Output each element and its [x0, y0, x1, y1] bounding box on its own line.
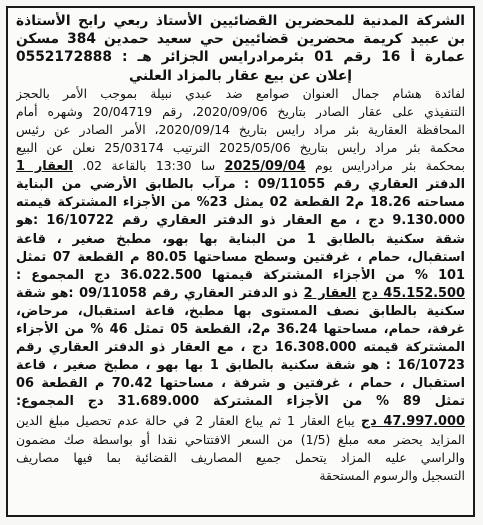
sale-date: 2025/09/04	[224, 159, 306, 175]
body-line-10: استقبال، حمام ، غرفتين وسطح مساحتها 80.05 م القطعة 07 تمثل	[16, 249, 465, 265]
body-line-02: التنفيذي على عقار الصادر بتاريخ 2020/09/06، رقم 20/04719 وشهره أمام	[16, 103, 465, 119]
header-line-3: عمارة أ 16 رقم 01 بئرمرادرايس الجزائر هـ : 0552172888	[16, 49, 465, 66]
body-line-11: 101 % من الأجزاء المشتركة قيمتها 36.022.500 دج المجموع :	[16, 267, 465, 283]
body-line-18: تمثل 89 % من الأجزاء المشتركة 31.689.000 دج المجموع:	[16, 394, 465, 410]
body-line-01: لفائدة هشام جمال العنوان صوامع ضد عبدي نبيلة بموجب الأمر بالحجز	[16, 85, 465, 101]
body-line-05	[16, 157, 465, 176]
property-2-label: العقار 2	[303, 285, 357, 301]
body-line-15: المشتركة قيمته 16.308.000 دج ، مع العقار ذو الدفتر العقاري رقم	[16, 340, 465, 356]
body-line-13: سكنية بالطابق نصف المستوى بها مطبخ، قاعة استقبال، مرحاض،	[16, 303, 465, 319]
body-line-22: التسجيل والرسوم المستحقة	[319, 467, 465, 483]
body-line-09: شقة سكنية بالطابق 1 من البناية بها بهو، مطبخ صغير ، قاعة	[16, 231, 465, 247]
body-line-03: المحافظة العقارية بئر مراد رايس بتاريخ 2020/09/14، الأمر الصادر عن رئيس	[16, 122, 465, 137]
body-line-04: محكمة بئر مراد رايس بتاريخ 2025/05/06 الترتيب 25/03174 نعلن عن البيع	[16, 140, 465, 156]
sale-location: بمحكمة بئر مرادرايس يوم	[314, 158, 465, 174]
notice-title: إعلان عن بيع عقار بالمزاد العلني	[128, 67, 353, 84]
body-line-07: مساحته 18.26 م2 القطعة 02 يمثل 23% من الأجزاء المشتركة قيمته	[16, 195, 465, 211]
body-line-06: الدفتر العقاري رقم 09/11055 : مرآب بالطابق الأرضي من البناية	[16, 177, 465, 193]
body-line-20: المزايد يحضر معه مبلغ (1/5) من السعر الافتتاحي نقدا أو بواسطة صك مضمون	[16, 431, 465, 447]
header-line-2: بن عبيد كريمة محضرين قضائيين حي سعيد حمدين 384 مسكن	[16, 31, 465, 48]
body-line-12	[16, 285, 465, 303]
property-2-ref: ذو الدفتر العقاري رقم 09/11058 :هو شقة	[16, 285, 299, 301]
property-2-total: 47.997.000 دج	[360, 413, 465, 429]
sale-order-note: يباع العقار 1 ثم يباع العقار 2 في حالة عدم تحصيل مبلغ الدين	[16, 412, 355, 428]
body-line-14: غرفة، حمام، مساحتها 36.24 م2، القطعة 05 تمثل 46 % من الأجزاء	[16, 322, 465, 338]
body-line-19	[16, 412, 465, 431]
auction-notice	[6, 6, 475, 517]
header-line-1: الشركة المدنية للمحضرين القضائيين الأستاذ ربعي رابح الأستاذة	[16, 13, 465, 29]
body-line-16: 16/10723 : هو شقة سكنية بالطابق 1 بها بهو ، مطبخ صغير ، قاعة	[16, 358, 465, 374]
property-1-label: العقار 1	[16, 159, 73, 175]
property-1-total: 45.152.500 دج	[361, 285, 465, 301]
body-line-17: استقبال ، حمام ، غرفتين و شرفة ، مساحتها 70.42 م القطعة 06	[16, 376, 465, 392]
body-line-08: 9.130.000 دج ، مع العقار ذو الدفتر العقاري رقم 16/10722 :هو	[16, 213, 465, 229]
body-line-21: والراسي عليه المزاد يتحمل جميع المصاريف القضائية بما فيها مصاريف	[16, 449, 465, 465]
sale-time-room: سا 13:30 بالقاعة 02.	[82, 158, 216, 174]
